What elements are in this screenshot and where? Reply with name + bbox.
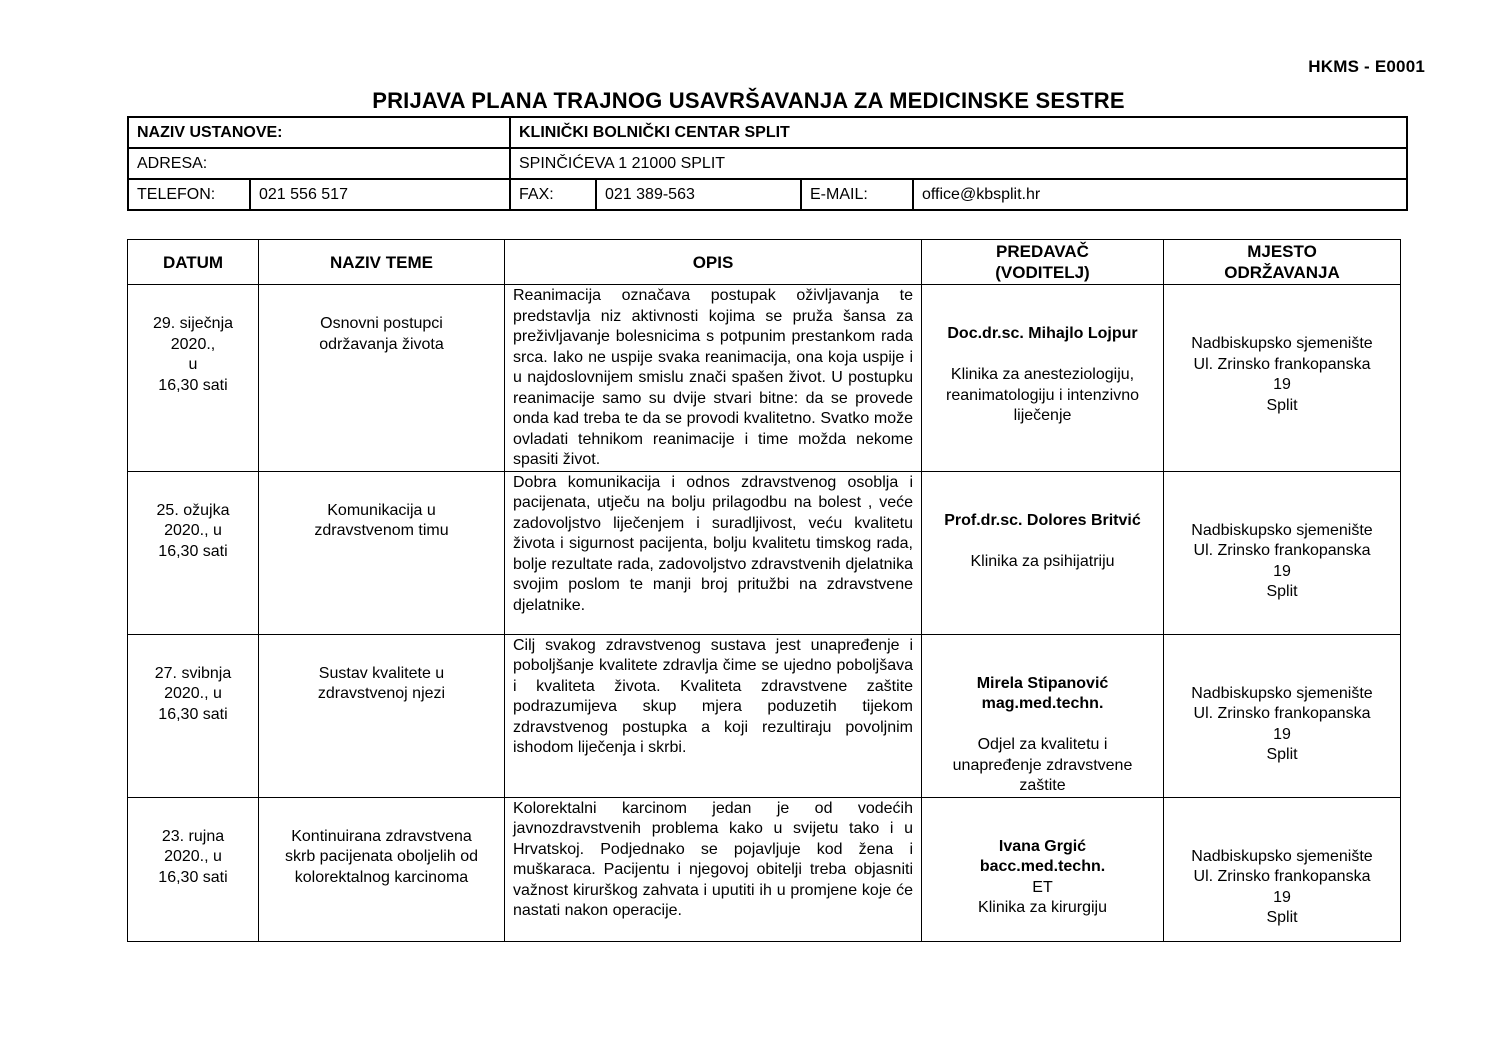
fax-value: 021 389-563 <box>596 179 801 210</box>
predavac-cell <box>922 634 1164 797</box>
datum-line: 16,30 sati <box>158 705 228 723</box>
header-mjesto-line1: MJESTO <box>1247 242 1317 261</box>
institution-name-row <box>128 117 1407 148</box>
plan-header-row <box>128 240 1401 285</box>
predavac-name: mag.med.techn. <box>981 695 1104 712</box>
spacer <box>922 715 1163 736</box>
institution-name-value: KLINIČKI BOLNIČKI CENTAR SPLIT <box>510 117 1407 148</box>
mjesto-cell <box>1164 285 1401 472</box>
predavac-name: bacc.med.techn. <box>979 858 1106 875</box>
datum-cell <box>128 285 259 472</box>
address-value: SPINČIĆEVA 1 21000 SPLIT <box>510 148 1407 179</box>
phone-label: TELEFON: <box>128 179 250 210</box>
address-label: ADRESA: <box>128 148 510 179</box>
tema-cell <box>259 285 505 472</box>
datum-line: 16,30 sati <box>158 542 228 560</box>
plan-row <box>128 285 1401 472</box>
datum-line: 2020., u <box>164 522 222 539</box>
predavac-name: Mirela Stipanović <box>976 674 1109 692</box>
tema-line: Kontinuirana zdravstvena <box>291 827 472 845</box>
spacer <box>922 531 1163 552</box>
predavac-info: Odjel za kvalitetu i <box>977 736 1108 753</box>
mjesto-line: Ul. Zrinsko frankopanska <box>1193 355 1371 373</box>
opis-cell: Cilj svakog zdravstvenog sustava jest unapređenje i poboljšanje kvalitete zdravlja čime se ujedno poboljšava i kvaliteta života. Kvaliteta zdravstvene zaštite podrazumijeva skup mjera poduzetih tijekom zdravstvenog postupka a koji rezultiraju povoljnim ishodom liječenja i skrbi. <box>505 634 922 797</box>
mjesto-line: 19 <box>1273 376 1291 393</box>
plan-row <box>128 797 1401 941</box>
predavac-info: Klinika za psihijatriju <box>970 552 1115 570</box>
datum-line: 25. ožujka <box>156 501 230 519</box>
predavac-cell <box>922 797 1164 941</box>
mjesto-cell <box>1164 634 1401 797</box>
tema-line: Sustav kvalitete u <box>318 664 445 682</box>
mjesto-line: Split <box>1266 583 1298 600</box>
mjesto-line: Nadbiskupsko sjemenište <box>1191 684 1373 702</box>
datum-line: 2020., u <box>164 848 222 865</box>
institution-name-label: NAZIV USTANOVE: <box>128 117 510 148</box>
mjesto-cell <box>1164 797 1401 941</box>
tema-line: Osnovni postupci <box>320 315 443 332</box>
fax-label: FAX: <box>510 179 596 210</box>
predavac-cell <box>922 471 1164 634</box>
tema-cell <box>259 797 505 941</box>
mjesto-line: 19 <box>1273 725 1291 743</box>
tema-line: zdravstvenom timu <box>314 522 449 539</box>
mjesto-line: Nadbiskupsko sjemenište <box>1191 521 1373 539</box>
datum-cell <box>128 471 259 634</box>
opis-cell: Reanimacija označava postupak oživljavanja te predstavlja niz aktivnosti kojima se pruža šansa za preživljavanje bolesnicima s potpunim prestankom rada srca. Iako ne uspije svaka reanimacija, ona koja uspije i u najdoslovnijem smislu znači spašen život. U postupku reanimacije samo su dvije stvari bitne: da se provede onda kad treba te da se provodi kvalitetno. Svatko može ovladati tehnikom reanimacije i time možda nekome spasiti život. <box>505 285 922 472</box>
plan-row <box>128 471 1401 634</box>
datum-line: u <box>188 356 198 373</box>
mjesto-line: Split <box>1266 396 1298 414</box>
email-label: E-MAIL: <box>801 179 913 210</box>
header-mjesto <box>1164 240 1401 285</box>
predavac-info: reanimatologiju i intenzivno <box>946 386 1139 404</box>
mjesto-line: Ul. Zrinsko frankopanska <box>1193 542 1371 559</box>
datum-line: 2020., <box>170 335 216 353</box>
predavac-name: Doc.dr.sc. Mihajlo Lojpur <box>947 325 1138 342</box>
datum-line: 27. svibnja <box>154 664 232 682</box>
header-predavac <box>922 240 1164 285</box>
tema-line: skrb pacijenata oboljelih od <box>284 848 478 865</box>
predavac-name: Ivana Grgić <box>998 837 1087 855</box>
datum-line: 2020., u <box>164 685 222 702</box>
predavac-info: liječenje <box>1013 407 1072 424</box>
predavac-info: ET <box>1032 878 1053 896</box>
header-predavac-line2: (VODITELJ) <box>995 263 1090 282</box>
predavac-name: Prof.dr.sc. Dolores Britvić <box>944 511 1141 529</box>
mjesto-line: Ul. Zrinsko frankopanska <box>1193 868 1371 885</box>
mjesto-cell <box>1164 471 1401 634</box>
institution-contact-row <box>128 179 1407 210</box>
mjesto-line: Split <box>1266 909 1298 926</box>
mjesto-line: Split <box>1266 746 1298 763</box>
predavac-cell <box>922 285 1164 472</box>
email-value: office@kbsplit.hr <box>913 179 1407 210</box>
plan-body <box>128 285 1401 942</box>
tema-cell <box>259 471 505 634</box>
header-datum: DATUM <box>128 240 259 285</box>
datum-line: 16,30 sati <box>158 376 228 394</box>
phone-value: 021 556 517 <box>250 179 510 210</box>
document-title: PRIJAVA PLANA TRAJNOG USAVRŠAVANJA ZA MEDICINSKE SESTRE <box>372 88 1125 113</box>
mjesto-line: 19 <box>1273 888 1291 906</box>
spacer <box>922 345 1163 366</box>
tema-line: kolorektalnog karcinoma <box>294 868 469 886</box>
datum-line: 23. rujna <box>161 827 225 845</box>
mjesto-line: Ul. Zrinsko frankopanska <box>1193 705 1371 722</box>
predavac-info: Klinika za anesteziologiju, <box>950 366 1135 383</box>
datum-line: 29. siječnja <box>152 315 234 332</box>
header-tema: NAZIV TEME <box>259 240 505 285</box>
tema-line: zdravstvenoj njezi <box>317 685 446 702</box>
datum-line: 16,30 sati <box>158 868 228 886</box>
predavac-info: zaštite <box>1019 777 1066 794</box>
mjesto-line: Nadbiskupsko sjemenište <box>1191 847 1373 865</box>
institution-address-row <box>128 148 1407 179</box>
datum-cell <box>128 634 259 797</box>
tema-cell <box>259 634 505 797</box>
opis-cell: Kolorektalni karcinom jedan je od vodećih javnozdravstvenih problema kako u svijetu tako i u Hrvatskoj. Podjednako se pojavljuje kod žena i muškaraca. Pacijentu i njegovoj obitelji treba objasniti važnost kirurškog zahvata i uputiti ih u promjene koje će nastati nakon operacije. <box>505 797 922 941</box>
mjesto-line: 19 <box>1273 562 1291 580</box>
header-predavac-line1: PREDAVAČ <box>996 242 1089 261</box>
opis-cell: Dobra komunikacija i odnos zdravstvenog osoblja i pacijenata, utječu na bolju prilagodbu na bolest , veće zadovoljstvo liječenjem i suradljivost, veću kvalitetu života i sigurnost pacijenta, bolju kvalitetu timskog rada, bolje rezultate rada, zadovoljstvo zdravstvenih djelatnika svojim poslom te manji broj pritužbi na zdravstvene djelatnike. <box>505 471 922 634</box>
tema-line: održavanja života <box>319 335 444 353</box>
institution-info-table <box>127 116 1408 211</box>
predavac-info: Klinika za kirurgiju <box>978 899 1107 916</box>
document-code: HKMS - E0001 <box>1308 57 1425 76</box>
education-plan-table <box>127 239 1401 942</box>
plan-row <box>128 634 1401 797</box>
header-mjesto-line2: ODRŽAVANJA <box>1224 263 1340 282</box>
datum-cell <box>128 797 259 941</box>
predavac-info: unapređenje zdravstvene <box>952 756 1133 774</box>
mjesto-line: Nadbiskupsko sjemenište <box>1191 335 1373 352</box>
header-opis: OPIS <box>505 240 922 285</box>
tema-line: Komunikacija u <box>327 501 436 519</box>
